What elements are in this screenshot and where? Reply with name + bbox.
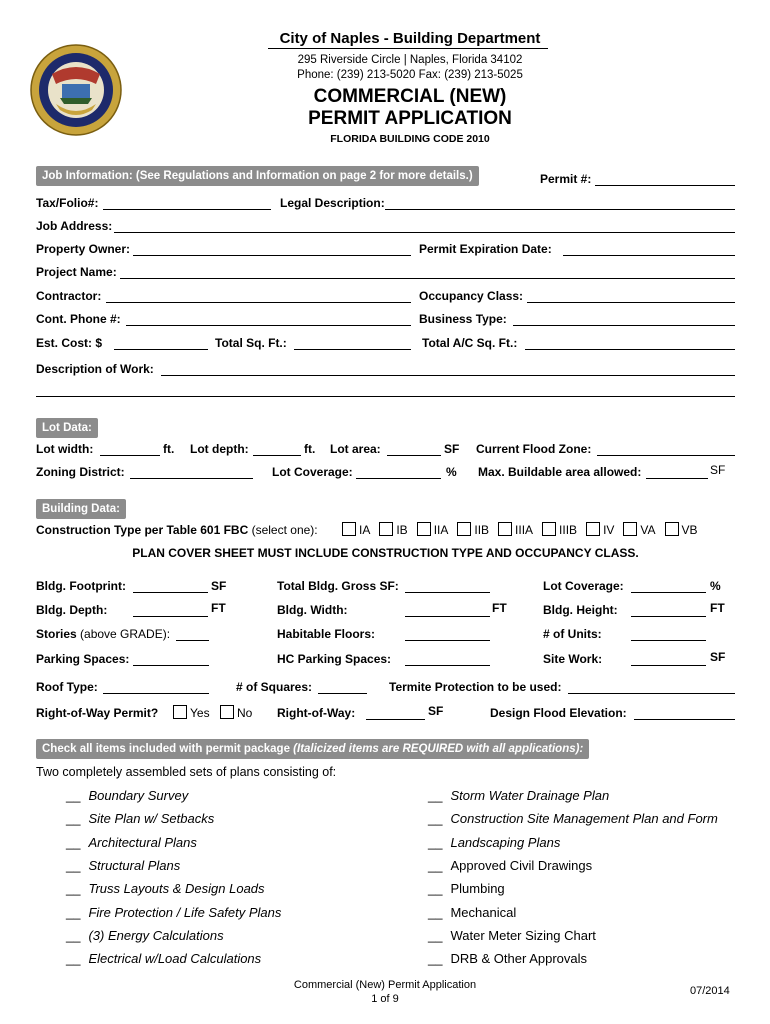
bldg-width-field[interactable] [405,616,490,617]
checklist-item[interactable] [428,905,516,920]
checklist-item-label: (3) Energy Calculations [88,927,224,943]
stories-field[interactable] [176,640,209,641]
site-work-field[interactable] [631,665,706,666]
row-unit: SF [428,704,444,718]
construction-type-checkbox[interactable] [586,522,600,536]
checklist-blank[interactable]: __ [428,881,443,897]
checklist-item-label: Approved Civil Drawings [450,857,593,873]
legal-description-label: Legal Description: [280,196,385,210]
checklist-item-label: Landscaping Plans [450,834,561,850]
city-seal [30,44,122,136]
buildable-field[interactable] [646,478,708,479]
construction-type-label: IIIA [515,523,534,537]
parking-label: Parking Spaces: [36,652,130,666]
construction-type-option[interactable] [498,523,533,537]
permit-label: Permit #: [540,172,592,186]
construction-type-label: VB [681,523,698,537]
building-code: FLORIDA BUILDING CODE 2010 [330,133,490,145]
zoning-field[interactable] [130,478,253,479]
checklist-item[interactable] [66,951,261,966]
cont-phone-field[interactable] [126,325,411,326]
checklist-blank[interactable]: __ [428,927,443,943]
units-field[interactable] [631,640,706,641]
lot-width-label: Lot width: [36,442,94,456]
construction-type-option[interactable] [417,523,449,537]
lot-data-heading: Lot Data: [36,418,98,438]
occupancy-label: Occupancy Class: [419,289,524,303]
checklist-item-label: Electrical w/Load Calculations [88,951,262,967]
contractor-label: Contractor: [36,289,102,303]
checklist-item[interactable] [428,788,609,803]
lot-area-field[interactable] [387,455,441,456]
est-cost-label: Est. Cost: $ [36,336,103,350]
lot-coverage-field[interactable] [356,478,441,479]
job-info-heading: Job Information: (See Regulations and Information on page 2 for more details.) [36,166,479,186]
construction-type-option[interactable] [379,523,407,537]
construction-type-option[interactable] [542,523,577,537]
construction-type-option[interactable] [342,523,370,537]
checklist-item[interactable] [428,928,596,943]
checklist-item-label: Mechanical [450,904,517,920]
footer-doc-title: Commercial (New) Permit Application [293,979,477,991]
footer-date: 07/2014 [690,985,730,997]
bldg-depth-field[interactable] [133,616,208,617]
bldg-width-label: Bldg. Width: [277,603,348,617]
flood-zone-label: Current Flood Zone: [476,442,592,456]
hc-parking-label: HC Parking Spaces: [277,652,392,666]
occupancy-field[interactable] [527,302,735,303]
site-work-unit: SF [710,650,726,664]
bldg-height-label: Bldg. Height: [543,603,618,617]
expiration-label: Permit Expiration Date: [419,242,552,256]
construction-type-option[interactable] [623,523,655,537]
construction-type-label: Construction Type per Table 601 FBC (select one): [36,523,318,537]
checklist-item-label: Storm Water Drainage Plan [450,788,610,803]
project-name-field[interactable] [120,278,735,279]
checklist-item[interactable] [66,858,180,873]
checklist-blank[interactable]: __ [66,811,81,827]
units-label: # of Units: [543,627,602,641]
business-type-label: Business Type: [419,312,507,326]
construction-type-label: IIIB [559,523,578,537]
job-address-field[interactable] [114,232,735,233]
bldg-depth-unit: FT [211,601,226,615]
construction-type-option[interactable] [665,523,698,537]
checklist-item[interactable] [66,835,197,850]
checklist-item[interactable] [428,835,560,850]
org-name: City of Naples - Building Department [279,30,541,47]
checklist-blank[interactable]: __ [66,951,81,967]
description-label: Description of Work: [36,362,154,376]
construction-type-label: IB [396,523,408,537]
checklist-item-label: Plumbing [450,881,505,897]
construction-type-checkbox[interactable] [542,522,556,536]
checklist-item[interactable] [428,881,505,896]
bldg-lot-coverage-field[interactable] [631,592,706,593]
lot-depth-unit: ft. [304,442,316,456]
checklist-blank[interactable]: __ [66,788,81,803]
checklist-item-label: Boundary Survey [88,788,189,803]
checklist-blank[interactable]: __ [428,834,443,850]
row-permit-yes-checkbox[interactable] [173,705,187,719]
checklist-blank[interactable]: __ [66,857,81,873]
footer-page-number: 1 of 9 [371,993,399,1005]
project-name-label: Project Name: [36,265,117,279]
construction-type-checkbox[interactable] [342,522,356,536]
checklist-blank[interactable]: __ [428,811,443,827]
lot-coverage-label: Lot Coverage: [272,465,353,479]
construction-type-checkbox[interactable] [623,522,637,536]
construction-type-label: IIB [474,523,490,537]
termite-label: Termite Protection to be used: [389,680,562,694]
checklist-item[interactable] [428,858,592,873]
termite-field[interactable] [568,693,735,694]
description-field-1[interactable] [161,375,735,376]
form-title-line2: PERMIT APPLICATION [308,108,512,129]
tax-folio-label: Tax/Folio#: [36,196,99,210]
form-title-line1: COMMERCIAL (NEW) [313,86,507,107]
checklist-item[interactable] [66,928,224,943]
total-sqft-label: Total Sq. Ft.: [215,336,287,350]
org-phone: Phone: (239) 213-5020 Fax: (239) 213-5025 [297,69,523,81]
checklist-item[interactable] [66,788,188,803]
construction-type-option[interactable] [586,523,614,537]
bldg-lot-coverage-unit: % [710,579,721,593]
construction-type-label: IA [359,523,371,537]
checklist-item-label: Structural Plans [88,857,181,873]
bldg-lot-coverage-label: Lot Coverage: [543,579,624,593]
checklist-item[interactable] [66,881,265,896]
row-label: Right-of-Way: [277,706,356,720]
bldg-width-unit: FT [492,601,507,615]
contractor-field[interactable] [106,302,411,303]
bldg-height-unit: FT [710,601,725,615]
construction-type-checkbox[interactable] [498,522,512,536]
org-underline [268,48,548,49]
checklist-blank[interactable]: __ [428,951,443,967]
hc-parking-field[interactable] [405,665,490,666]
bldg-height-field[interactable] [631,616,706,617]
construction-type-option[interactable] [457,523,489,537]
checklist-item-label: DRB & Other Approvals [450,951,588,967]
checklist-item[interactable] [428,811,718,826]
total-ac-label: Total A/C Sq. Ft.: [422,336,518,350]
checklist-blank[interactable]: __ [428,904,443,920]
description-field-2[interactable] [36,396,735,397]
row-permit-no-checkbox[interactable] [220,705,234,719]
construction-type-label: IIA [433,523,449,537]
checklist-item-label: Architectural Plans [88,834,197,850]
construction-type-checkbox[interactable] [379,522,393,536]
lot-width-field[interactable] [100,455,160,456]
dfe-field[interactable] [634,719,735,720]
construction-type-label: VA [640,523,656,537]
bldg-depth-label: Bldg. Depth: [36,603,108,617]
checklist-heading: Check all items included with permit package (Italicized items are REQUIRED with all applications): [36,739,589,759]
footprint-unit: SF [211,579,227,593]
building-data-heading: Building Data: [36,499,126,519]
habitable-floors-field[interactable] [405,640,490,641]
checklist-blank[interactable]: __ [66,904,81,920]
gross-sf-field[interactable] [405,592,490,593]
buildable-label: Max. Buildable area allowed: [478,465,642,479]
checklist-item-label: Construction Site Management Plan and Form [450,811,718,827]
lot-coverage-unit: % [446,465,457,479]
footprint-label: Bldg. Footprint: [36,579,126,593]
checklist-item[interactable] [428,951,587,966]
footprint-field[interactable] [133,592,208,593]
construction-type-checkbox[interactable] [417,522,431,536]
tax-folio-field[interactable] [103,209,271,210]
property-owner-field[interactable] [133,255,411,256]
checklist-item-label: Water Meter Sizing Chart [450,927,596,943]
construction-type-checkbox[interactable] [457,522,471,536]
lot-depth-field[interactable] [253,455,301,456]
gross-sf-label: Total Bldg. Gross SF: [277,579,399,593]
checklist-blank[interactable]: __ [66,881,81,897]
est-cost-field[interactable] [114,349,208,350]
job-address-label: Job Address: [36,219,113,233]
checklist-blank[interactable]: __ [428,857,443,873]
property-owner-label: Property Owner: [36,242,131,256]
stories-label: Stories (above GRADE): [36,627,171,641]
roof-type-label: Roof Type: [36,680,98,694]
habitable-floors-label: Habitable Floors: [277,627,376,641]
roof-type-field[interactable] [103,693,209,694]
total-ac-field[interactable] [525,349,735,350]
zoning-label: Zoning District: [36,465,125,479]
buildable-unit: SF [710,463,726,477]
row-permit-no[interactable]: No [220,705,252,720]
checklist-item-label: Site Plan w/ Setbacks [88,811,215,827]
expiration-field[interactable] [563,255,735,256]
cont-phone-label: Cont. Phone #: [36,312,121,326]
lot-width-unit: ft. [163,442,175,456]
plan-cover-notice: PLAN COVER SHEET MUST INCLUDE CONSTRUCTION TYPE AND OCCUPANCY CLASS. [132,546,639,560]
total-sqft-field[interactable] [294,349,411,350]
legal-description-field[interactable] [385,209,735,210]
site-work-label: Site Work: [543,652,603,666]
parking-field[interactable] [133,665,209,666]
squares-label: # of Squares: [236,680,313,694]
business-type-field[interactable] [513,325,735,326]
construction-type-label: IV [603,523,615,537]
checklist-item[interactable] [66,905,281,920]
checklist-intro: Two completely assembled sets of plans consisting of: [36,765,337,779]
flood-zone-field[interactable] [597,455,735,456]
checklist-blank[interactable]: __ [428,788,443,803]
lot-area-label: Lot area: [330,442,381,456]
lot-area-unit: SF [444,442,460,456]
row-field[interactable] [366,719,425,720]
checklist-item-label: Fire Protection / Life Safety Plans [88,904,282,920]
dfe-label: Design Flood Elevation: [490,706,627,720]
checklist-item-label: Truss Layouts & Design Loads [88,881,265,897]
construction-type-options [342,522,707,537]
squares-field[interactable] [318,693,367,694]
construction-type-checkbox[interactable] [665,522,679,536]
org-address: 295 Riverside Circle | Naples, Florida 34102 [297,54,523,66]
permit-field[interactable] [595,185,735,186]
row-permit-yes[interactable]: Yes [173,705,210,720]
checklist-item[interactable] [66,811,214,826]
checklist-blank[interactable]: __ [66,927,81,943]
lot-depth-label: Lot depth: [190,442,249,456]
row-permit-label: Right-of-Way Permit? [36,706,159,720]
checklist-blank[interactable]: __ [66,834,81,850]
